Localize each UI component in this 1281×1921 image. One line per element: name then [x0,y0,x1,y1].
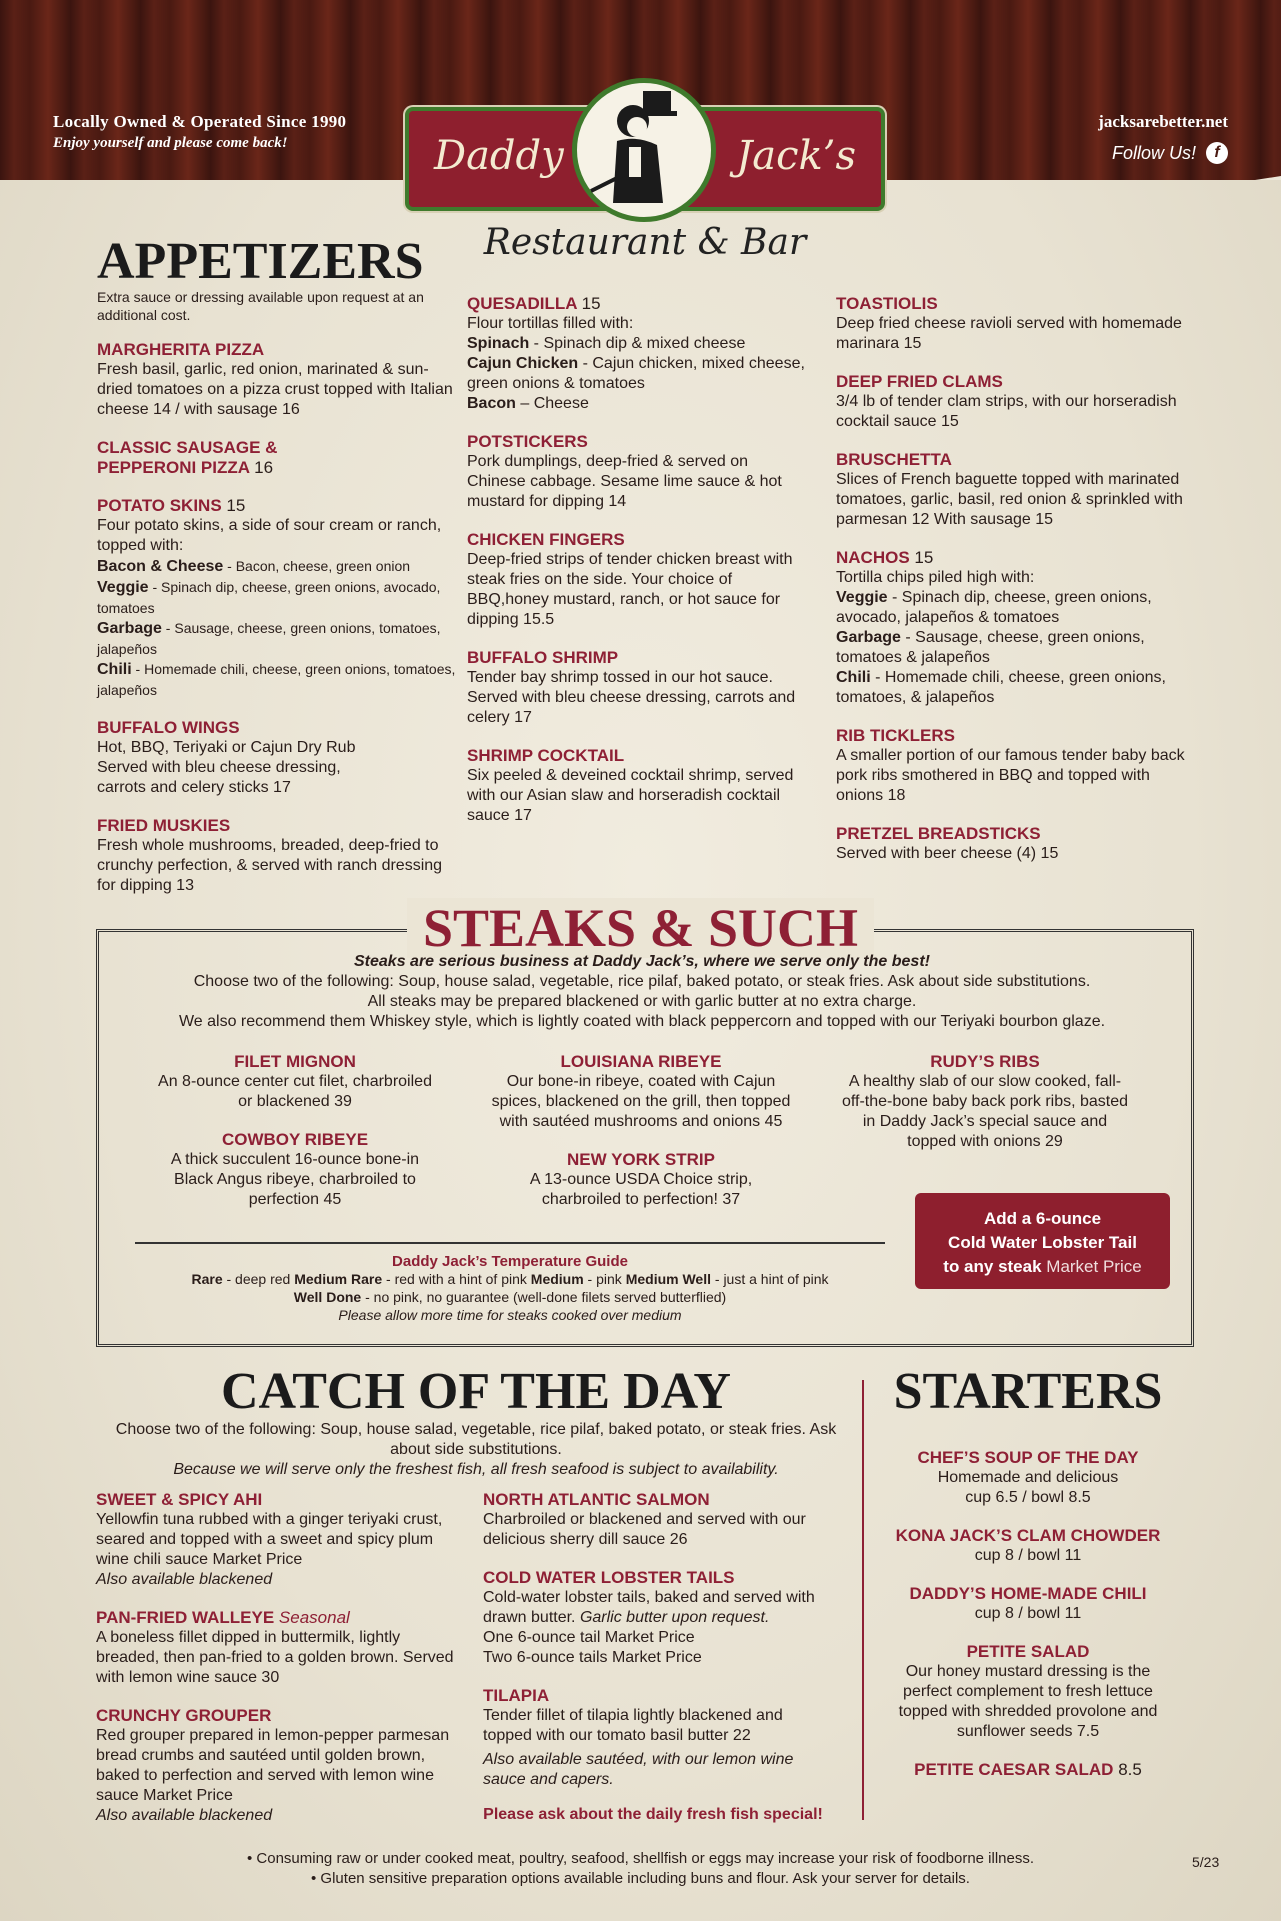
menu-item [96,1706,466,1826]
option-line: Spinach - Spinach dip & mixed cheese [467,335,746,352]
item-price: 16 [254,458,274,477]
item-name: FRIED MUSKIES [97,816,231,835]
item-desc: Our bone-in ribeye, coated with Cajun spices, blackened on the grill, then topped with sautéed mushrooms and onions 45 [491,1073,791,1130]
item-desc: An 8-ounce center cut filet, charbroiled or blackened 39 [158,1073,432,1110]
menu-item [467,432,807,512]
footer [100,1849,1181,1889]
item-desc: Slices of French baguette topped with marinated tomatoes, garlic, basil, red onion & sprinkled with parmesan 12 With sausage 15 [836,471,1183,528]
menu-item [97,496,457,700]
header-right [1098,112,1228,164]
option-line: Bacon & Cheese - Bacon, cheese, green onion [97,558,411,575]
menu-item [467,746,807,826]
lobster-one: One 6-ounce tail Market Price [483,1629,695,1646]
item-name: PETITE SALAD [966,1642,1090,1661]
steaks-col-2 [490,1052,792,1228]
item-desc: A smaller portion of our famous tender baby back pork ribs smothered in BBQ and topped with onions 18 [836,747,1185,804]
steaks-whiskey: We also recommend them Whiskey style, which is lightly coated with black peppercorn and topped with our Teriyaki bourbon glaze. [178,1013,1106,1030]
lobster-line: Cold Water Lobster Tail [948,1233,1137,1252]
item-name: MARGHERITA PIZZA [97,340,265,359]
menu-item [97,718,457,798]
item-name: DEEP FRIED CLAMS [836,372,1003,391]
item-desc: cup 8 / bowl 11 [974,1605,1082,1622]
item-name: CRUNCHY GROUPER [96,1706,272,1725]
item-name: SWEET & SPICY AHI [96,1490,263,1509]
option-line: Cajun Chicken - Cajun chicken, mixed cheese, green onions & tomatoes [467,355,805,392]
menu-item [97,340,457,420]
item-desc: Homemade and delicious cup 6.5 / bowl 8.5 [937,1469,1119,1506]
item-desc: A thick succulent 16-ounce bone-in Black Angus ribeye, charbroiled to perfection 45 [170,1151,420,1208]
catch-title: CATCH OF THE DAY [221,1363,731,1420]
temperature-allow: Please allow more time for steaks cooked over medium [338,1307,682,1323]
item-name: COLD WATER LOBSTER TAILS [483,1568,735,1587]
appetizers-col-1 [97,233,457,914]
footer-line-1: • Consuming raw or under cooked meat, poultry, seafood, shellfish or eggs may increase your risk of foodborne illness. [246,1850,1035,1867]
item-price: 15 [914,548,934,567]
item-desc: Tender fillet of tilapia lightly blackened and topped with our tomato basil butter 22 [483,1707,783,1744]
follow-label: Follow Us! [1111,142,1196,163]
item-desc: Hot, BBQ, Teriyaki or Cajun Dry Rub Served with bleu cheese dressing, carrots and celery sticks 17 [97,739,356,796]
item-desc: Four potato skins, a side of sour cream or ranch, topped with: [97,517,442,554]
item-desc: Our honey mustard dressing is the perfect complement to fresh lettuce topped with shredded provolone and sunflower seeds 7.5 [898,1663,1158,1740]
menu-item [836,548,1196,708]
menu-item [878,1642,1178,1742]
facebook-icon[interactable]: f [1206,142,1228,164]
temperature-well-done: Well Done - no pink, no guarantee (well-done filets served butterflied) [293,1289,727,1305]
follow-us[interactable] [1098,142,1228,164]
appetizers-col-2 [467,294,807,844]
item-desc: Fresh whole mushrooms, breaded, deep-fried to crunchy perfection, & served with ranch dressing for dipping 13 [97,837,443,894]
item-desc: Six peeled & deveined cocktail shrimp, served with our Asian slaw and horseradish cocktail sauce 17 [467,767,794,824]
menu-item [96,1608,466,1688]
item-name: BRUSCHETTA [836,450,952,469]
item-desc: Red grouper prepared in lemon-pepper parmesan bread crumbs and sautéed until golden brown, baked to perfection and served with lemon wine sauce Market Price [96,1727,450,1804]
item-name: CLASSIC SAUSAGE & PEPPERONI PIZZA [97,438,278,477]
mascot-logo-image [572,78,716,222]
menu-item [467,648,807,728]
option-line: Bacon – Cheese [467,395,589,412]
catch-col-1 [96,1490,466,1844]
lobster-line: to any steak Market Price [943,1257,1142,1276]
menu-item [878,1760,1178,1780]
item-name: COWBOY RIBEYE [221,1130,369,1149]
logo-text-left: Daddy [434,133,564,179]
footer-line-2: • Gluten sensitive preparation options available including buns and flour. Ask your server for details. [311,1870,970,1887]
item-name: BUFFALO WINGS [97,718,240,737]
catch-header [96,1364,856,1480]
item-desc: Deep fried cheese ravioli served with homemade marinara 15 [836,315,1182,352]
header-left [53,112,346,152]
menu-item [96,1490,466,1590]
steaks-col-1 [150,1052,440,1228]
temperature-guide [120,1253,900,1324]
item-name: SHRIMP COCKTAIL [467,746,625,765]
item-name: PAN-FRIED WALLEYE [96,1608,275,1627]
enjoy-text: Enjoy yourself and please come back! [53,135,288,151]
item-name: LOUISIANA RIBEYE [560,1052,722,1071]
item-desc: Served with beer cheese (4) 15 [836,845,1059,862]
steaks-col-3 [840,1052,1130,1170]
item-name: POTSTICKERS [467,432,588,451]
catch-fresh: Because we will serve only the freshest fish, all fresh seafood is subject to availability. [173,1461,779,1478]
website-link[interactable]: jacksarebetter.net [1098,112,1228,131]
menu-item [150,1130,440,1210]
appetizers-title: APPETIZERS [97,233,424,290]
item-name: POTATO SKINS [97,496,222,515]
menu-item [878,1526,1178,1566]
item-desc: A healthy slab of our slow cooked, fall-off-the-bone baby back pork ribs, basted in Daddy Jack’s special sauce and topped with onions 29 [841,1073,1129,1150]
item-desc: Yellowfin tuna rubbed with a ginger teriyaki crust, seared and topped with a sweet and spicy plum wine chili sauce Market Price [96,1511,443,1568]
menu-item [836,726,1196,806]
lobster-two: Two 6-ounce tails Market Price [483,1649,702,1666]
menu-item [483,1686,823,1790]
owned-text: Locally Owned & Operated Since 1990 [53,112,347,131]
mascot-icon [577,83,711,217]
starters-title: STARTERS [893,1363,1163,1420]
skins-options [97,556,457,700]
item-name: PETITE CAESAR SALAD [914,1760,1114,1779]
item-desc: Charbroiled or blackened and served with our delicious sherry dill sauce 26 [483,1511,806,1548]
item-name: QUESADILLA [467,294,577,313]
starters-col [878,1364,1178,1798]
menu-item [97,438,457,478]
item-also: Also available blackened [96,1807,273,1824]
item-also: Also available blackened [96,1571,273,1588]
menu-date: 5/23 [1192,1854,1220,1870]
menu-item [840,1052,1130,1152]
menu-item [836,294,1196,354]
steaks-title: STEAKS & SUCH [407,898,874,958]
lobster-line: Add a 6-ounce [983,1209,1102,1228]
catch-choose: Choose two of the following: Soup, house salad, vegetable, rice pilaf, baked potato, or steak fries. Ask about side substitutions. [115,1421,837,1458]
item-desc: Tortilla chips piled high with: [836,569,1035,586]
appetizers-note: Extra sauce or dressing available upon request at an additional cost. [97,289,424,323]
catch-col-2 [483,1490,823,1824]
menu-item [483,1568,823,1668]
item-name: FILET MIGNON [234,1052,356,1071]
item-name: RUDY’S RIBS [930,1052,1040,1071]
temperature-line: Rare - deep red Medium Rare - red with a hint of pink Medium - pink Medium Well - just a hint of pink [191,1271,829,1287]
menu-item [150,1052,440,1112]
appetizers-col-3 [836,294,1196,882]
item-price: 15 [226,496,246,515]
menu-item [836,372,1196,432]
option-line: Chili - Homemade chili, cheese, green onions, tomatoes, & jalapeños [836,669,1166,706]
menu-item [490,1052,792,1132]
item-name: NEW YORK STRIP [567,1150,715,1169]
menu-item [878,1584,1178,1624]
menu-item [467,530,807,630]
item-also: Also available sautéed, with our lemon wine sauce and capers. [483,1751,794,1788]
item-desc: 3/4 lb of tender clam strips, with our horseradish cocktail sauce 15 [836,393,1177,430]
item-desc: Pork dumplings, deep-fried & served on Chinese cabbage. Sesame lime sauce & hot mustard for dipping 14 [467,453,782,510]
nacho-options [836,588,1196,708]
menu-item [878,1448,1178,1508]
steaks-intro [110,952,1174,1032]
item-name: PRETZEL BREADSTICKS [836,824,1041,843]
menu-item [467,294,807,414]
option-line: Veggie - Spinach dip, cheese, green onions, avocado, jalapeños & tomatoes [836,589,1152,626]
starters-divider [862,1380,864,1820]
option-line: Garbage - Sausage, cheese, green onions, tomatoes & jalapeños [836,629,1145,666]
item-desc: Deep-fried strips of tender chicken breast with steak fries on the side. Your choice of BBQ,honey mustard, ranch, or hot sauce for dipping 15.5 [467,551,793,628]
fish-special: Please ask about the daily fresh fish special! [483,1806,823,1823]
item-name: TILAPIA [483,1686,550,1705]
option-line: Veggie - Spinach dip, cheese, green onions, avocado, tomatoes [97,579,441,616]
item-desc: Flour tortillas filled with: [467,315,634,332]
item-name: DADDY’S HOME-MADE CHILI [909,1584,1147,1603]
temperature-divider [135,1242,885,1244]
item-name: BUFFALO SHRIMP [467,648,619,667]
restaurant-tagline: Restaurant & Bar [483,222,807,263]
item-desc: cup 8 / bowl 11 [974,1547,1082,1564]
menu-item [490,1150,792,1210]
steaks-choose: Choose two of the following: Soup, house salad, vegetable, rice pilaf, baked potato, or steak fries. Ask about side substitutions. [193,973,1091,990]
item-desc: Tender bay shrimp tossed in our hot sauce. Served with bleu cheese dressing, carrots and celery 17 [467,669,796,726]
option-line: Chili - Homemade chili, cheese, green onions, tomatoes, jalapeños [97,661,456,698]
option-line: Garbage - Sausage, cheese, green onions, tomatoes, jalapeños [97,620,441,657]
quesadilla-options [467,334,807,414]
menu-item [836,824,1196,864]
item-desc: A 13-ounce USDA Choice strip, charbroiled to perfection! 37 [529,1171,753,1208]
menu-item [483,1490,823,1550]
item-seasonal: Seasonal [278,1608,350,1627]
menu-item [97,816,457,896]
item-desc: A boneless fillet dipped in buttermilk, lightly breaded, then pan-fried to a golden brown. Served with lemon wine sauce 30 [96,1629,454,1686]
item-price: 8.5 [1118,1760,1142,1779]
temperature-title: Daddy Jack’s Temperature Guide [392,1253,628,1270]
steaks-title-wrap [0,897,1281,959]
lobster-addon-badge [915,1193,1170,1289]
item-name: NACHOS [836,548,910,567]
item-name: CHICKEN FINGERS [467,530,625,549]
item-name: KONA JACK’S CLAM CHOWDER [895,1526,1161,1545]
item-name: TOASTIOLIS [836,294,938,313]
item-desc: Cold-water lobster tails, baked and served with drawn butter. Garlic butter upon request. [483,1589,815,1626]
steaks-blackened: All steaks may be prepared blackened or with garlic butter at no extra charge. [367,993,917,1010]
logo-text-right: Jack’s [736,133,856,179]
steaks-tagline: Steaks are serious business at Daddy Jack’s, where we serve only the best! [354,953,930,970]
item-name: RIB TICKLERS [836,726,955,745]
item-price: 15 [581,294,601,313]
item-name: CHEF’S SOUP OF THE DAY [917,1448,1139,1467]
item-desc: Fresh basil, garlic, red onion, marinated & sun-dried tomatoes on a pizza crust topped with Italian cheese 14 / with sausage 16 [97,361,453,418]
menu-item [836,450,1196,530]
item-name: NORTH ATLANTIC SALMON [483,1490,710,1509]
